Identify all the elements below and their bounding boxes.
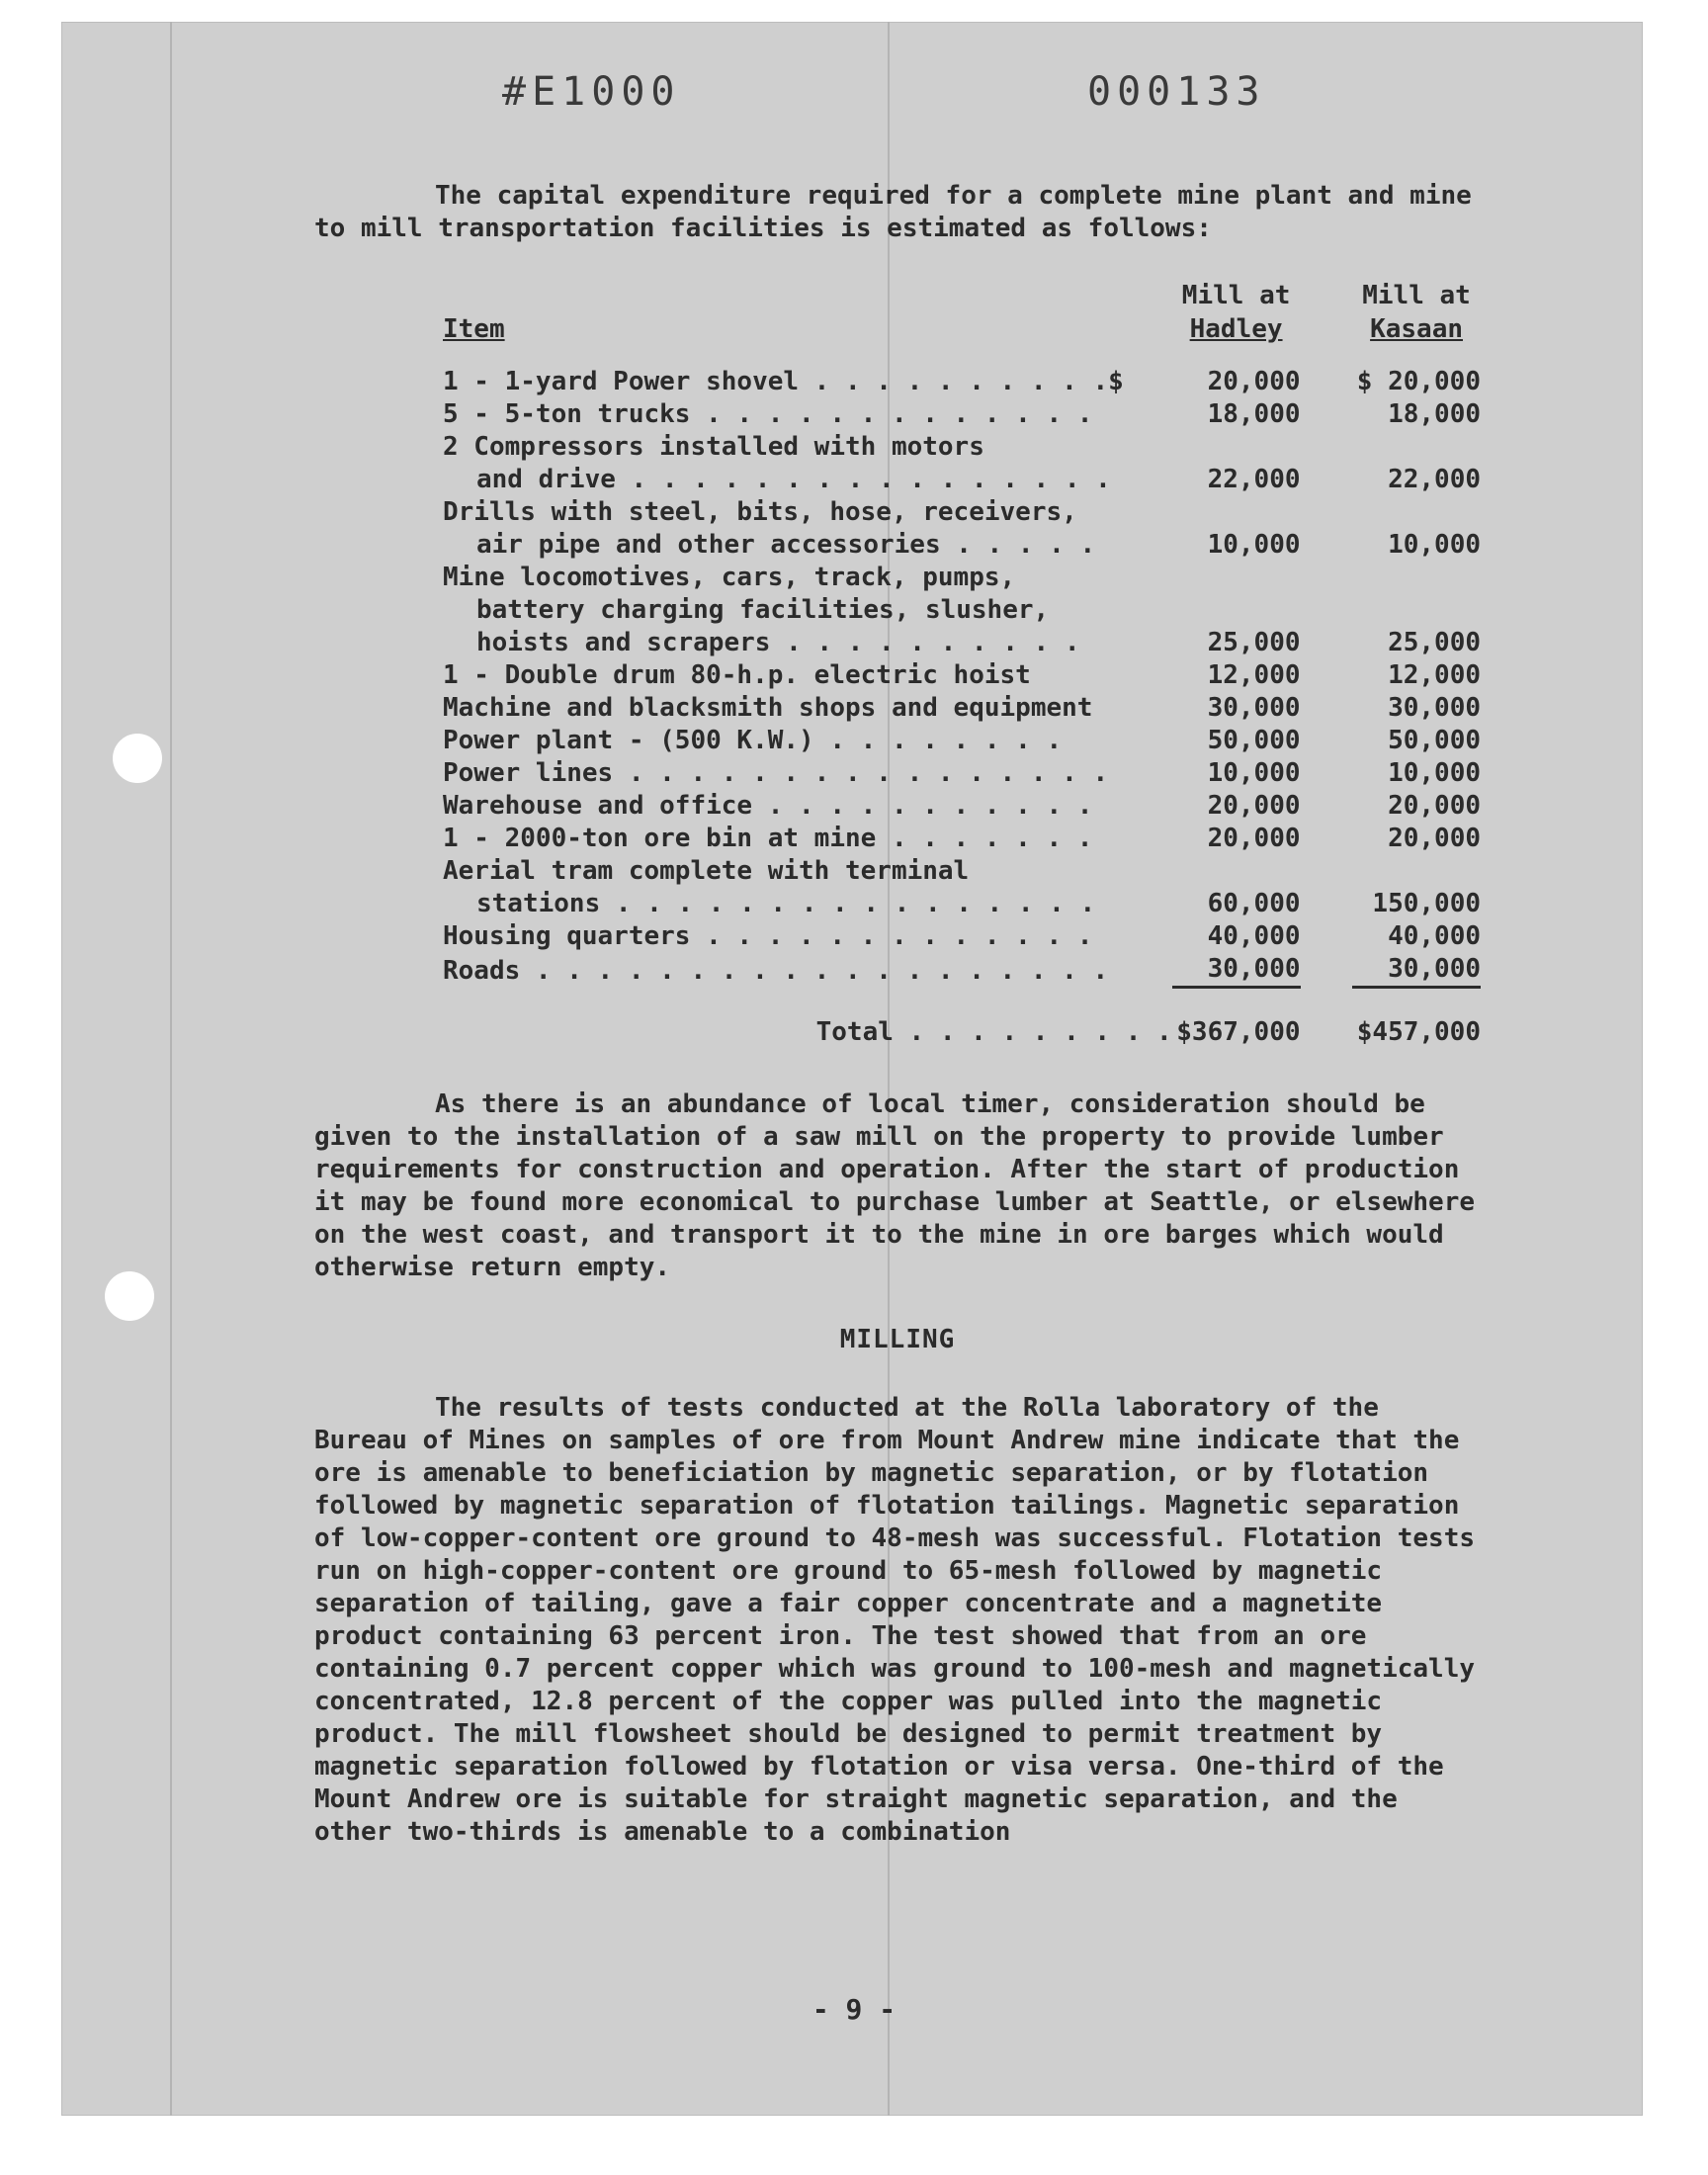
cost-kasaan: 22,000 [1388, 465, 1481, 494]
column-header-kasaan-line1: Mill at [1362, 281, 1471, 310]
item-description: stations . . . . . . . . . . . . . . . . [476, 889, 1096, 918]
cost-hadley: 10,000 [1207, 758, 1301, 788]
item-description: air pipe and other accessories . . . . . [476, 530, 1096, 560]
table-row [443, 823, 1481, 855]
total-label: Total . . . . . . . . . [815, 1017, 1172, 1047]
punch-hole [113, 734, 162, 783]
total-row [443, 988, 1481, 1050]
cost-kasaan: 30,000 [1388, 693, 1481, 723]
cost-kasaan: 50,000 [1388, 726, 1481, 755]
page-serial-stamp: 000133 [1087, 69, 1266, 115]
cost-kasaan: 10,000 [1388, 758, 1481, 788]
cost-hadley: 30,000 [1172, 953, 1301, 988]
table-row [443, 888, 1481, 920]
cost-hadley: 18,000 [1207, 399, 1301, 429]
table-row [443, 627, 1481, 659]
item-description: 1 - Double drum 80-h.p. electric hoist [443, 660, 1031, 690]
table-row [443, 398, 1481, 431]
item-description: Machine and blacksmith shops and equipment [443, 693, 1093, 723]
item-description: 2 Compressors installed with motors [443, 432, 984, 462]
section-heading-milling: MILLING [839, 1325, 956, 1354]
page-number: - 9 - [811, 1993, 897, 2026]
cost-kasaan: 30,000 [1352, 953, 1481, 988]
column-header-hadley-line1: Mill at [1181, 281, 1291, 310]
table-row [443, 920, 1481, 953]
document-body [314, 180, 1481, 1849]
cost-hadley: 20,000 [1207, 791, 1301, 821]
cost-hadley: 20,000 [1207, 367, 1301, 396]
table-row [443, 725, 1481, 757]
item-description: Power plant - (500 K.W.) . . . . . . . . [443, 726, 1063, 755]
table-row [443, 692, 1481, 725]
table-row [443, 366, 1481, 398]
item-description: Power lines . . . . . . . . . . . . . . . . [443, 758, 1109, 788]
table-row [443, 529, 1481, 562]
cost-hadley: 25,000 [1207, 628, 1301, 657]
column-header-hadley-line2: Hadley [1189, 314, 1283, 344]
table-row [443, 790, 1481, 823]
item-description: hoists and scrapers . . . . . . . . . . [476, 628, 1080, 657]
cost-hadley: 40,000 [1207, 921, 1301, 951]
cost-hadley: 12,000 [1207, 660, 1301, 690]
column-header-hadley [1172, 279, 1301, 346]
cost-kasaan: 20,000 [1388, 824, 1481, 853]
cost-kasaan: 10,000 [1388, 530, 1481, 560]
cost-kasaan: 150,000 [1372, 889, 1481, 918]
cost-hadley: 60,000 [1207, 889, 1301, 918]
table-row [443, 562, 1481, 594]
total-hadley: $367,000 [1176, 1017, 1301, 1047]
cost-kasaan: 18,000 [1388, 399, 1481, 429]
table-row [443, 594, 1481, 627]
cost-kasaan: 12,000 [1388, 660, 1481, 690]
item-description: 1 - 1-yard Power shovel . . . . . . . . . .$ [443, 367, 1124, 396]
table-row [443, 953, 1481, 988]
table-row [443, 496, 1481, 529]
item-description: Housing quarters . . . . . . . . . . . . . [443, 921, 1093, 951]
cost-kasaan: 25,000 [1388, 628, 1481, 657]
milling-paragraph: The results of tests conducted at the Rolla laboratory of the Bureau of Mines on samples of ore from Mount Andrew mine indicate that the ore is amenable to beneficiation by magnetic separation, or by flotation followed by magnetic separation of flotation tailings. Magnetic separation of low-copper-content ore ground to 48-mesh was successful. Flotation tests run on high-copper-content ore ground to 65-mesh followed by magnetic separation of tailing, gave a fair copper concentrate and a magnetite product containing 63 percent iron. The test showed that from an ore containing 0.7 percent copper which was ground to 100-mesh and magnetically concentrated, 12.8 percent of the copper was pulled into the magnetic product. The mill flowsheet should be designed to permit treatment by magnetic separation followed by flotation or visa versa. One-third of the Mount Andrew ore is suitable for straight magnetic separation, and the other two-thirds is amenable to a combination [314, 1393, 1475, 1847]
table-row [443, 757, 1481, 790]
cost-hadley: 20,000 [1207, 824, 1301, 853]
column-header-kasaan [1352, 279, 1481, 346]
capital-expenditure-table [443, 279, 1481, 1049]
table-row [443, 431, 1481, 464]
cost-hadley: 10,000 [1207, 530, 1301, 560]
timber-paragraph: As there is an abundance of local timer, consideration should be given to the installation of a saw mill on the property to provide lumber requirements for construction and operation. After the start of production it may be found more economical to purchase lumber at Seattle, or elsewhere on the west coast, and transport it to the mine in ore barges which would otherwise return empty. [314, 1089, 1475, 1282]
item-description: 5 - 5-ton trucks . . . . . . . . . . . . . [443, 399, 1093, 429]
cost-kasaan: 20,000 [1388, 791, 1481, 821]
cost-hadley: 30,000 [1207, 693, 1301, 723]
column-header-kasaan-line2: Kasaan [1370, 314, 1463, 344]
item-description: Aerial tram complete with terminal [443, 856, 970, 886]
cost-kasaan: 40,000 [1388, 921, 1481, 951]
intro-paragraph: The capital expenditure required for a complete mine plant and mine to mill transportation facilities is estimated as follows: [314, 181, 1472, 243]
item-description: Mine locomotives, cars, track, pumps, [443, 563, 1016, 592]
table-row [443, 464, 1481, 496]
item-description: Warehouse and office . . . . . . . . . . . [443, 791, 1093, 821]
cost-kasaan: $ 20,000 [1356, 367, 1481, 396]
item-description: Drills with steel, bits, hose, receivers, [443, 497, 1077, 527]
total-kasaan: $457,000 [1356, 1017, 1481, 1047]
item-description: battery charging facilities, slusher, [476, 595, 1050, 625]
item-description: Roads . . . . . . . . . . . . . . . . . . . [443, 955, 1109, 986]
document-id-stamp: #E1000 [502, 69, 681, 115]
table-row [443, 855, 1481, 888]
cost-hadley: 50,000 [1207, 726, 1301, 755]
table-header-row [443, 279, 1481, 346]
column-header-item: Item [443, 314, 505, 344]
punch-hole [105, 1271, 154, 1321]
table-row [443, 659, 1481, 692]
item-description: 1 - 2000-ton ore bin at mine . . . . . . . [443, 824, 1093, 853]
cost-hadley: 22,000 [1207, 465, 1301, 494]
page-fold-line [170, 22, 172, 2116]
item-description: and drive . . . . . . . . . . . . . . . . [476, 465, 1111, 494]
